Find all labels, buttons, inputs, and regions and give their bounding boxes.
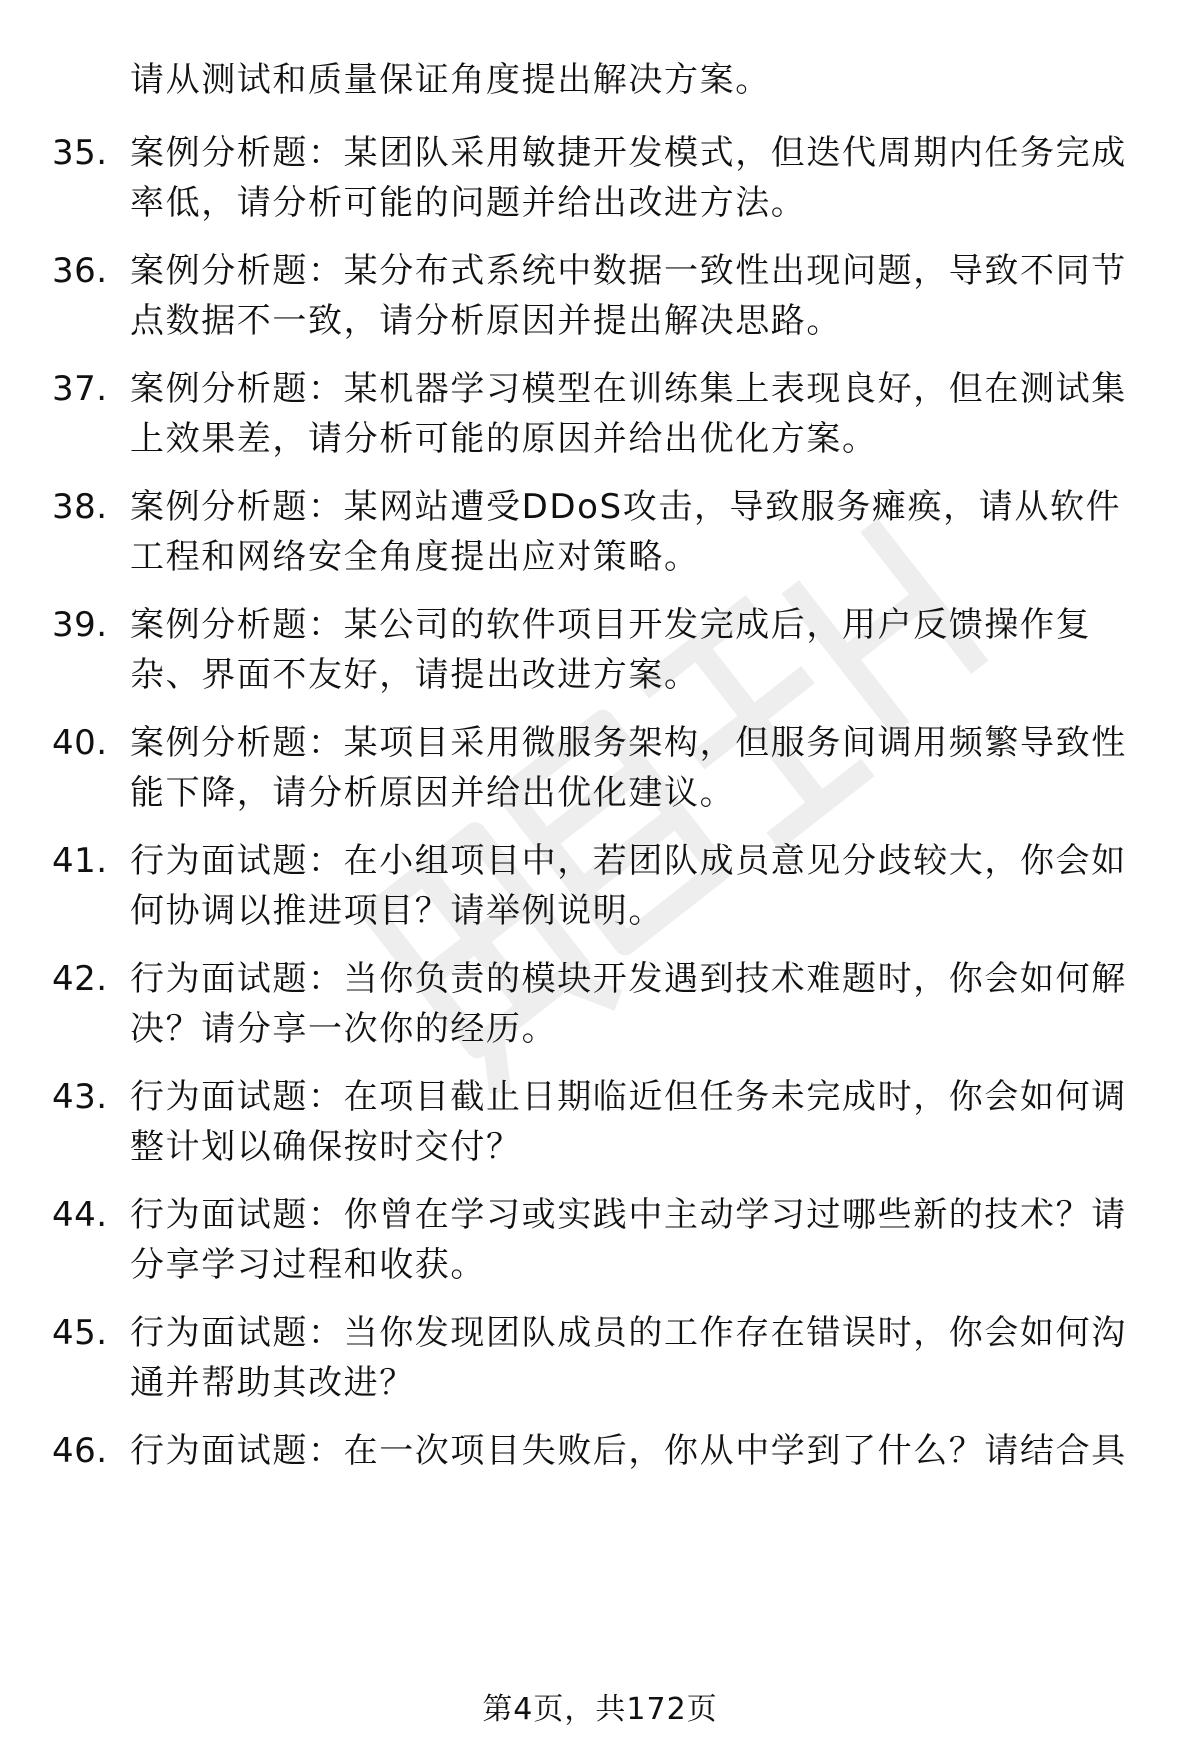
question-text: 行为面试题：在项目截止日期临近但任务未完成时，你会如何调整计划以确保按时交付？ <box>130 1077 1127 1167</box>
question-number: 38. <box>52 487 108 527</box>
question-number: 46. <box>52 1431 108 1471</box>
question-text: 行为面试题：你曾在学习或实践中主动学习过哪些新的技术？请分享学习过程和收获。 <box>130 1195 1127 1285</box>
question-text: 案例分析题：某网站遭受DDoS攻击，导致服务瘫痪，请从软件工程和网络安全角度提出应对策略。 <box>130 487 1122 577</box>
question-text: 行为面试题：当你负责的模块开发遇到技术难题时，你会如何解决？请分享一次你的经历。 <box>130 959 1127 1049</box>
question-text: 行为面试题：在小组项目中，若团队成员意见分歧较大，你会如何协调以推进项目？请举例说明。 <box>130 841 1127 931</box>
question-number: 41. <box>52 841 108 881</box>
question-text: 案例分析题：某机器学习模型在训练集上表现良好，但在测试集上效果差，请分析可能的原因并给出优化方案。 <box>130 369 1127 459</box>
question-number: 37. <box>52 369 108 409</box>
question-text: 案例分析题：某团队采用敏捷开发模式，但迭代周期内任务完成率低，请分析可能的问题并给出改进方法。 <box>130 133 1127 223</box>
question-number: 36. <box>52 251 108 291</box>
question-text: 案例分析题：某公司的软件项目开发完成后，用户反馈操作复杂、界面不友好，请提出改进方案。 <box>130 605 1092 695</box>
question-number: 45. <box>52 1313 108 1353</box>
question-text: 行为面试题：在一次项目失败后，你从中学到了什么？请结合具 <box>130 1431 1127 1471</box>
question-text: 案例分析题：某分布式系统中数据一致性出现问题，导致不同节点数据不一致，请分析原因并提出解决思路。 <box>130 251 1127 341</box>
question-number: 44. <box>52 1195 108 1235</box>
question-number: 43. <box>52 1077 108 1117</box>
question-text: 行为面试题：当你发现团队成员的工作存在错误时，你会如何沟通并帮助其改进？ <box>130 1313 1127 1403</box>
continuation-text: 请从测试和质量保证角度提出解决方案。 <box>130 60 771 100</box>
question-number: 39. <box>52 605 108 645</box>
question-text: 案例分析题：某项目采用微服务架构，但服务间调用频繁导致性能下降，请分析原因并给出优化建议。 <box>130 723 1127 813</box>
question-number: 42. <box>52 959 108 999</box>
page-footer: 第4页，共172页 <box>482 1692 718 1727</box>
question-number: 40. <box>52 723 108 763</box>
question-number: 35. <box>52 133 108 173</box>
